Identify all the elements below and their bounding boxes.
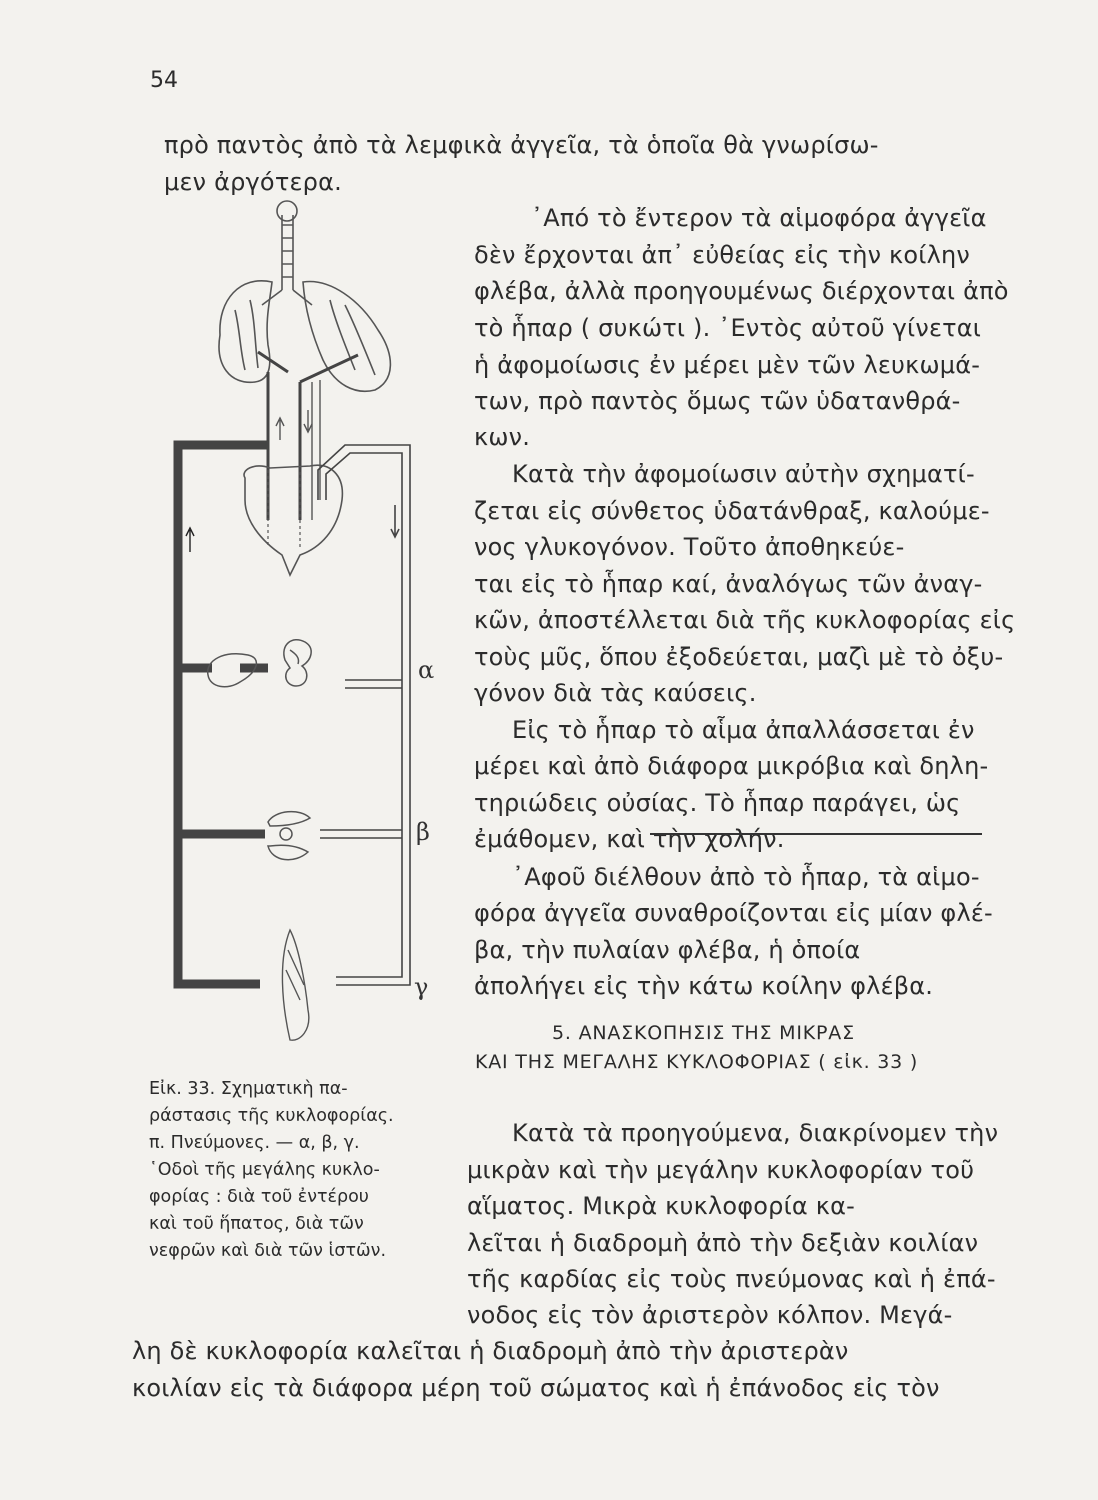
text-line: λεῖται ἡ διαδρομὴ ἀπὸ τὴν δεξιὰν κοιλίαν: [467, 1229, 979, 1257]
page-number: 54: [150, 68, 178, 93]
text-line: τοὺς μῦς, ὅπου ἐξοδεύεται, μαζὶ μὲ τὸ ὀξυ-: [474, 643, 1004, 671]
figure-caption-line: ῾Οδοὶ τῆς μεγάλης κυκλο-: [149, 1160, 380, 1180]
figure-caption-line: καὶ τοῦ ἥπατος, διὰ τῶν: [149, 1214, 364, 1234]
trachea: [282, 215, 293, 290]
text-line: πρὸ παντὸς ἀπὸ τὰ λεμφικὰ ἀγγεῖα, τὰ ὁποῖα θὰ γνωρίσω-: [164, 131, 879, 159]
text-line: των, πρὸ παντὸς ὅμως τῶν ὑδατανθρά-: [474, 387, 961, 415]
tissue: [282, 930, 308, 1040]
text-line: γόνον διὰ τὰς καύσεις.: [474, 679, 757, 707]
figure-caption-line: π. Πνεύμονες. — α, β, γ.: [149, 1133, 360, 1153]
heart: [244, 465, 342, 575]
figure-caption-line: ράστασις τῆς κυκλοφορίας.: [149, 1106, 394, 1126]
text-line: κων.: [474, 423, 531, 451]
text-line: ᾽Από τὸ ἔντερον τὰ αἱμοφόρα ἀγγεῖα: [531, 204, 987, 232]
text-line: ᾽Αφοῦ διέλθουν ἀπὸ τὸ ἧπαρ, τὰ αἱμο-: [512, 863, 980, 891]
artery-inner: [326, 453, 402, 977]
figure-caption-line: Εἰκ. 33. Σχηματικὴ πα-: [149, 1079, 348, 1099]
section-heading-line-2: ΚΑΙ ΤΗΣ ΜΕΓΑΛΗΣ ΚΥΚΛΟΦΟΡΙΑΣ ( εἰκ. 33 ): [475, 1051, 919, 1073]
text-line: τηριώδεις οὐσίας. Τὸ ἧπαρ παράγει, ὡς: [474, 789, 961, 817]
text-line: δὲν ἔρχονται ἀπ᾽ εὐθείας εἰς τὴν κοίλην: [474, 241, 971, 269]
text-line: φόρα ἀγγεῖα συναθροίζονται εἰς μίαν φλέ-: [474, 899, 993, 927]
text-line: μέρει καὶ ἀπὸ διάφορα μικρόβια καὶ δηλη-: [474, 752, 989, 780]
text-line: ἐμάθομεν, καὶ τὴν χολήν.: [474, 825, 785, 853]
text-line: κῶν, ἀποστέλλεται διὰ τῆς κυκλοφορίας εἰς: [474, 606, 1016, 634]
text-line: ζεται εἰς σύνθετος ὑδατάνθραξ, καλούμε-: [474, 497, 990, 525]
text-line: νοδος εἰς τὸν ἀριστερὸν κόλπον. Μεγά-: [467, 1301, 953, 1329]
circulation-diagram: [0, 0, 470, 1060]
horizontal-rule: [650, 833, 982, 835]
text-line: Κατὰ τὴν ἀφομοίωσιν αὐτὴν σχηματί-: [512, 460, 975, 488]
text-line: Κατὰ τὰ προηγούμενα, διακρίνομεν τὴν: [512, 1119, 999, 1147]
text-line: μικρὰν καὶ τὴν μεγάλην κυκλοφορίαν τοῦ: [467, 1156, 975, 1184]
intestine: [284, 640, 311, 686]
vein-main: [178, 445, 268, 984]
kidney-bottom: [268, 845, 308, 859]
label-gamma: γ: [414, 973, 429, 1001]
kidney-top: [268, 812, 310, 826]
figure-caption-line: νεφρῶν καὶ διὰ τῶν ἱστῶν.: [149, 1241, 387, 1261]
text-line: φλέβα, ἀλλὰ προηγουμένως διέρχονται ἀπὸ: [474, 277, 1009, 305]
text-line: τῆς καρδίας εἰς τοὺς πνεύμονας καὶ ἡ ἐπά-: [467, 1265, 996, 1293]
text-line: κοιλίαν εἰς τὰ διάφορα μέρη τοῦ σώματος καὶ ἡ ἐπάνοδος εἰς τὸν: [132, 1374, 940, 1402]
figure-caption-line: φορίας : διὰ τοῦ ἐντέρου: [149, 1187, 369, 1207]
artery-outer: [318, 445, 410, 985]
text-line: ται εἰς τὸ ἧπαρ καί, ἀναλόγως τῶν ἀναγ-: [474, 570, 983, 598]
text-line: ἡ ἀφομοίωσις ἐν μέρει μὲν τῶν λευκωμά-: [474, 351, 981, 379]
text-line: αἵματος. Μικρὰ κυκλοφορία κα-: [467, 1192, 855, 1220]
lung-left: [219, 281, 272, 382]
text-line: νος γλυκογόνον. Τοῦτο ἀποθηκεύε-: [474, 533, 905, 561]
text-line: λη δὲ κυκλοφορία καλεῖται ἡ διαδρομὴ ἀπὸ τὴν ἀριστερὰν: [132, 1337, 849, 1365]
label-alpha: α: [418, 656, 435, 684]
text-line: βα, τὴν πυλαίαν φλέβα, ἡ ὁποία: [474, 936, 861, 964]
text-line: μεν ἀργότερα.: [164, 168, 342, 196]
text-line: τὸ ἧπαρ ( συκώτι ). ᾽Εντὸς αὐτοῦ γίνεται: [474, 314, 982, 342]
label-beta: β: [416, 818, 430, 846]
section-heading-line-1: 5. ΑΝΑΣΚΟΠΗΣΙΣ ΤΗΣ ΜΙΚΡΑΣ: [552, 1022, 855, 1044]
text-line: Εἰς τὸ ἧπαρ τὸ αἷμα ἀπαλλάσσεται ἐν: [512, 716, 975, 744]
text-line: ἀπολήγει εἰς τὴν κάτω κοίλην φλέβα.: [474, 972, 934, 1000]
